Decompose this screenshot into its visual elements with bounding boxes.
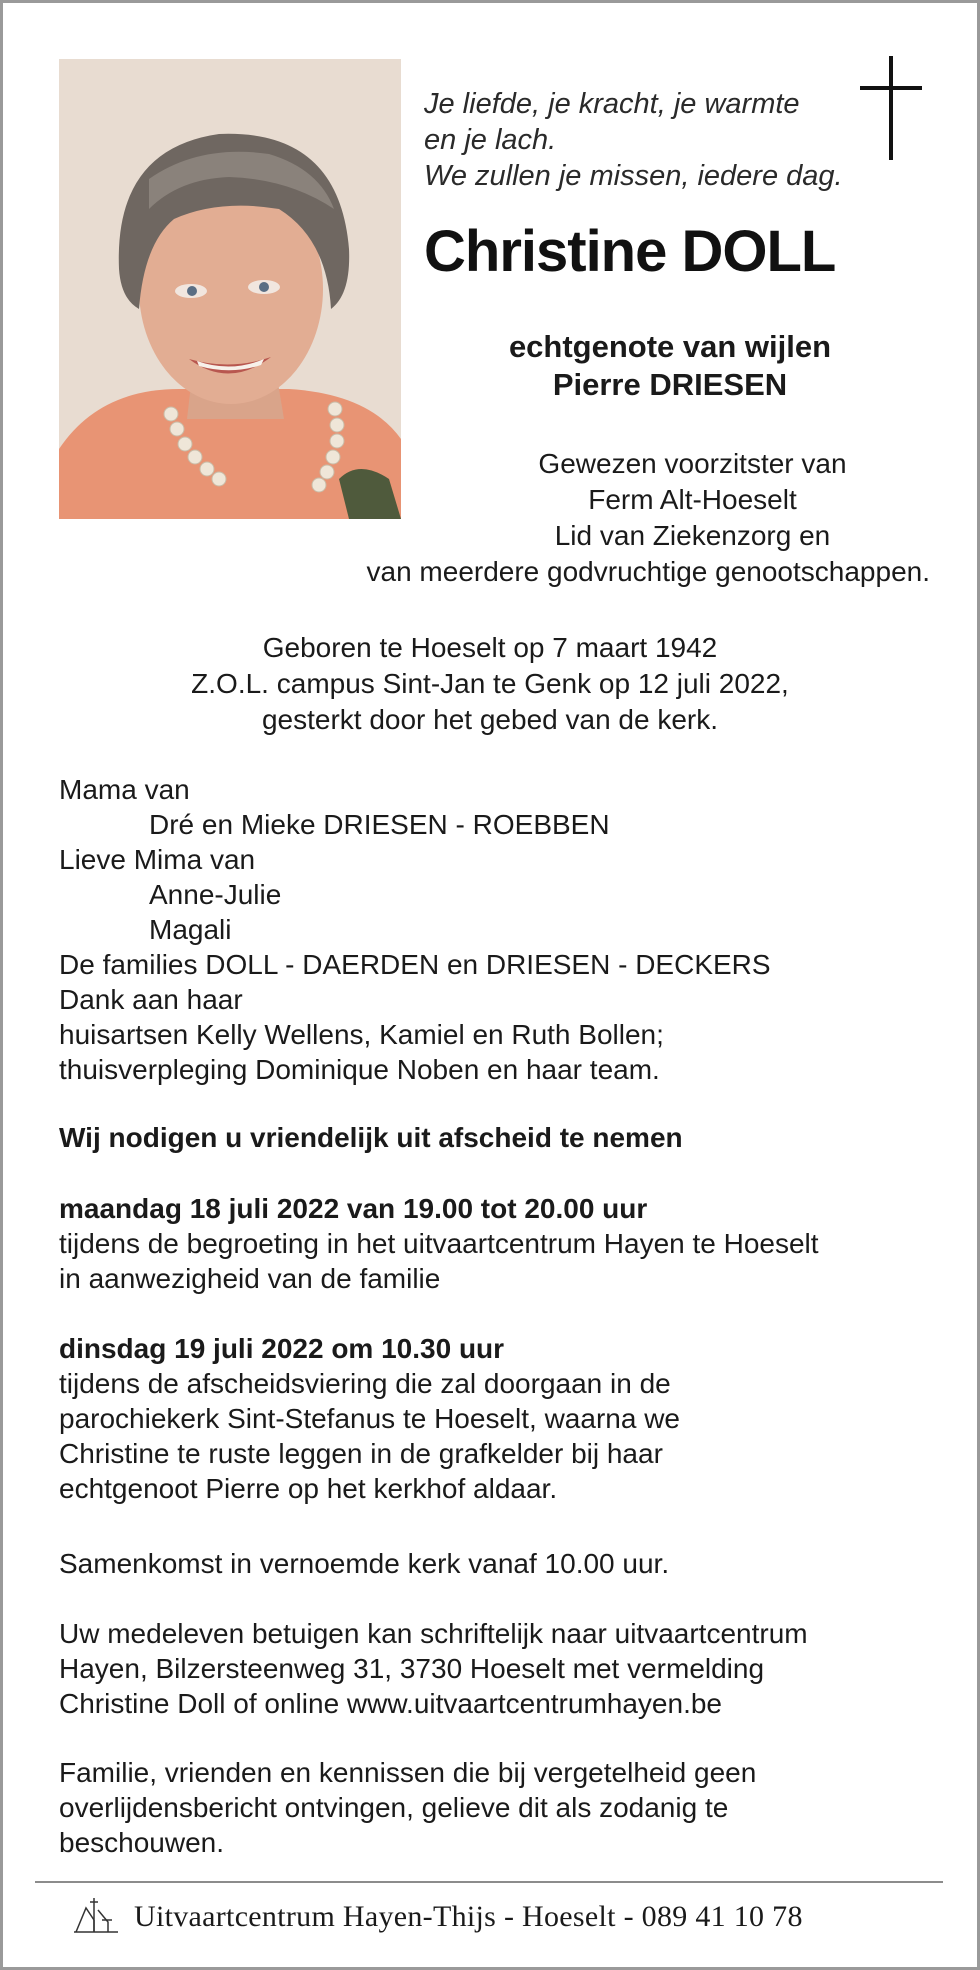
role-line: Lid van Ziekenzorg en <box>554 520 831 551</box>
event-title: maandag 18 juli 2022 van 19.00 tot 20.00 uur <box>59 1193 648 1224</box>
event-line: tijdens de begroeting in het uitvaartcentrum Hayen te Hoeselt <box>59 1228 819 1259</box>
condolence-line: Hayen, Bilzersteenweg 31, 3730 Hoeselt met vermelding <box>59 1653 765 1684</box>
family-line: Magali <box>149 914 232 945</box>
event-visitation <box>59 1191 939 1296</box>
blessing-line: gesterkt door het gebed van de kerk. <box>261 704 719 735</box>
footer-divider <box>35 1881 943 1883</box>
family-line: Dank aan haar <box>59 984 243 1015</box>
family-block <box>59 772 771 1087</box>
event-funeral <box>59 1331 939 1506</box>
family-line: De families DOLL - DAERDEN en DRIESEN - DECKERS <box>59 949 771 980</box>
church-logo-icon <box>72 1890 120 1934</box>
role-line: van meerdere godvruchtige genootschappen. <box>366 556 930 587</box>
deceased-name: Christine DOLL <box>424 219 836 284</box>
memorial-quote <box>424 86 843 194</box>
cross-icon <box>860 56 922 160</box>
event-line: Christine te ruste leggen in de grafkelder bij haar <box>59 1438 663 1469</box>
notice-block <box>59 1755 939 1860</box>
quote-line: en je lach. <box>424 124 557 156</box>
event-title: dinsdag 19 juli 2022 om 10.30 uur <box>59 1333 505 1364</box>
funeral-home-footer: Uitvaartcentrum Hayen-Thijs - Hoeselt - 089 41 10 78 <box>134 1900 803 1933</box>
spouse-line: echtgenote van wijlen <box>508 329 832 364</box>
family-line: Dré en Mieke DRIESEN - ROEBBEN <box>149 809 610 840</box>
quote-line: We zullen je missen, iedere dag. <box>424 160 843 192</box>
death-line: Z.O.L. campus Sint-Jan te Genk op 12 juli 2022, <box>191 668 789 699</box>
notice-line: Familie, vrienden en kennissen die bij vergetelheid geen <box>59 1757 757 1788</box>
event-line: tijdens de afscheidsviering die zal doorgaan in de <box>59 1368 671 1399</box>
gathering-line: Samenkomst in vernoemde kerk vanaf 10.00 uur. <box>59 1548 670 1579</box>
spouse-info <box>440 328 900 404</box>
condolence-line: Christine Doll of online www.uitvaartcentrumhayen.be <box>59 1688 722 1719</box>
quote-line: Je liefde, je kracht, je warmte <box>424 88 800 120</box>
family-line: thuisverpleging Dominique Noben en haar team. <box>59 1054 660 1085</box>
birth-death-block <box>60 630 920 738</box>
invitation-heading: Wij nodigen u vriendelijk uit afscheid te nemen <box>59 1122 683 1153</box>
event-line: parochiekerk Sint-Stefanus te Hoeselt, waarna we <box>59 1403 680 1434</box>
family-line: huisartsen Kelly Wellens, Kamiel en Ruth Bollen; <box>59 1019 664 1050</box>
condolence-block <box>59 1616 939 1721</box>
birth-line: Geboren te Hoeselt op 7 maart 1942 <box>262 632 718 663</box>
roles-block <box>260 446 930 590</box>
family-line: Mama van <box>59 774 190 805</box>
family-line: Lieve Mima van <box>59 844 256 875</box>
role-line: Ferm Alt-Hoeselt <box>588 484 797 515</box>
spouse-line: Pierre DRIESEN <box>552 367 788 402</box>
role-line: Gewezen voorzitster van <box>538 448 847 479</box>
event-line: in aanwezigheid van de familie <box>59 1263 441 1294</box>
notice-line: beschouwen. <box>59 1827 225 1858</box>
condolence-line: Uw medeleven betuigen kan schriftelijk naar uitvaartcentrum <box>59 1618 808 1649</box>
event-line: echtgenoot Pierre op het kerkhof aldaar. <box>59 1473 558 1504</box>
family-line: Anne-Julie <box>149 879 282 910</box>
notice-line: overlijdensbericht ontvingen, gelieve dit als zodanig te <box>59 1792 729 1823</box>
